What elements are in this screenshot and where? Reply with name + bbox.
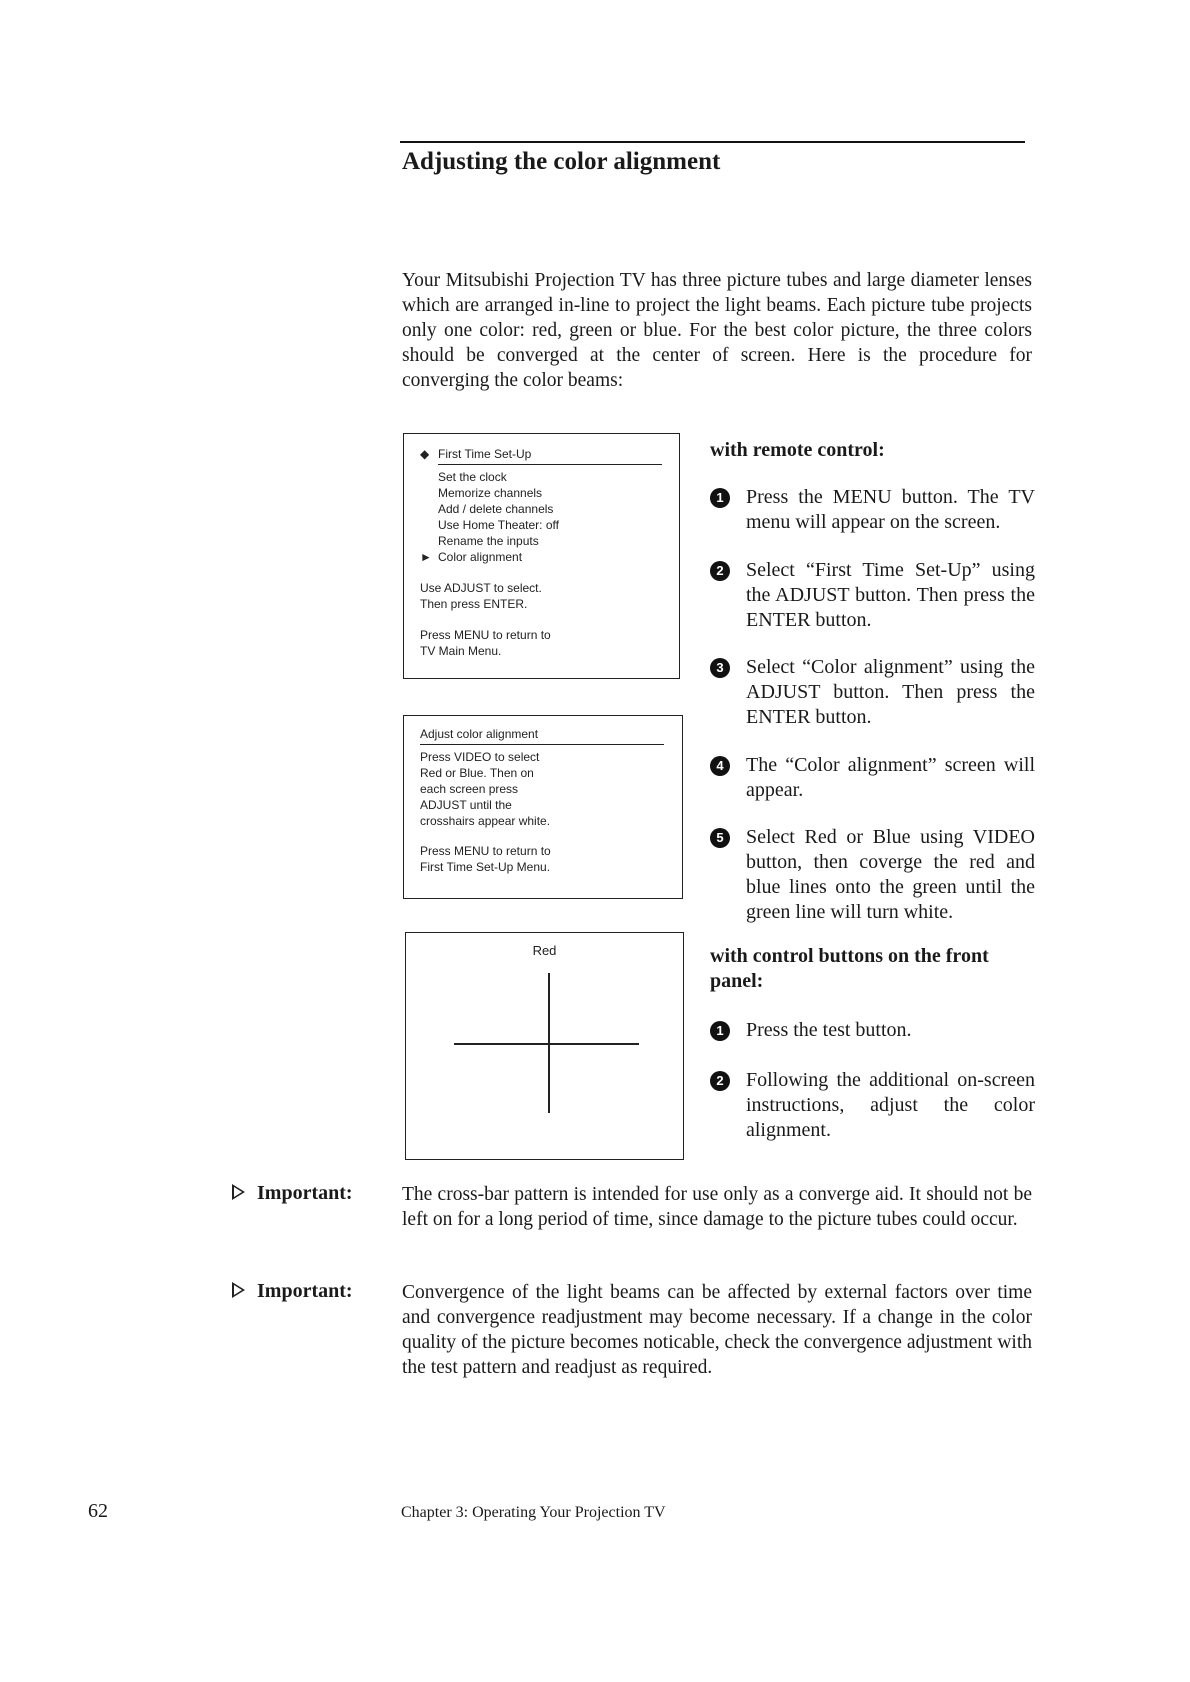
diamond-icon: ◆ xyxy=(420,447,430,461)
page-number: 62 xyxy=(88,1500,108,1522)
remote-step xyxy=(710,655,1035,730)
menu-footer-line: Press MENU to return to xyxy=(420,844,551,858)
remote-step xyxy=(710,485,1035,535)
step-text: Select “Color alignment” using the ADJUST button. Then press the ENTER button. xyxy=(746,656,1035,728)
step-number-icon: 2 xyxy=(710,1071,730,1091)
menu-line: crosshairs appear white. xyxy=(420,814,551,828)
menu-title: First Time Set-Up xyxy=(438,447,532,461)
important-note: Convergence of the light beams can be affected by external factors over time and convergence readjustment may become necessary. If a change in the color quality of the picture becomes noticable, check the convergence adjustment with the test pattern and readjust as required. xyxy=(402,1282,1032,1378)
step-text: Select “First Time Set-Up” using the ADJUST button. Then press the ENTER button. xyxy=(746,559,1035,631)
step-text: Following the additional on-screen instructions, adjust the color alignment. xyxy=(746,1069,1035,1141)
step-text: Select Red or Blue using VIDEO button, then coverge the red and blue lines onto the green until the green line will turn white. xyxy=(746,826,1035,923)
color-alignment-menu xyxy=(403,715,683,899)
panel-heading: with control buttons on the front panel: xyxy=(710,945,989,992)
crosshair-horizontal-line xyxy=(454,1043,639,1045)
header-rule xyxy=(400,141,1025,143)
important-note: The cross-bar pattern is intended for use only as a converge aid. It should not be left on for a long period of time, since damage to the picture tubes could occur. xyxy=(402,1184,1032,1230)
menu-instruction: Then press ENTER. xyxy=(420,597,528,611)
step-number-icon: 2 xyxy=(710,561,730,581)
remote-step xyxy=(710,753,1035,803)
menu-line: ADJUST until the xyxy=(420,798,512,812)
menu-item: Memorize channels xyxy=(438,486,543,500)
crosshair-color-label: Red xyxy=(532,943,557,958)
chapter-footer: Chapter 3: Operating Your Projection TV xyxy=(401,1504,666,1521)
menu-title: Adjust color alignment xyxy=(420,727,539,741)
menu-item-selected: Color alignment xyxy=(438,550,523,564)
first-time-setup-menu xyxy=(403,433,680,679)
step-number-icon: 5 xyxy=(710,828,730,848)
page-title: Adjusting the color alignment xyxy=(402,148,721,175)
caution-triangle-icon xyxy=(232,1184,245,1200)
menu-footer-line: TV Main Menu. xyxy=(420,644,502,658)
remote-heading: with remote control: xyxy=(710,439,885,461)
panel-step xyxy=(710,1068,1035,1143)
pointer-arrow-icon: ► xyxy=(420,550,432,564)
remote-step xyxy=(710,558,1035,633)
step-number-icon: 4 xyxy=(710,756,730,776)
important-label: Important: xyxy=(232,1182,353,1205)
menu-item: Add / delete channels xyxy=(438,502,554,516)
menu-footer-line: Press MENU to return to xyxy=(420,628,551,642)
menu-divider xyxy=(438,464,662,465)
step-number-icon: 3 xyxy=(710,658,730,678)
caution-triangle-icon xyxy=(232,1282,245,1298)
step-text: Press the test button. xyxy=(746,1019,912,1041)
menu-footer-line: First Time Set-Up Menu. xyxy=(420,860,551,874)
step-number-icon: 1 xyxy=(710,1021,730,1041)
menu-instruction: Use ADJUST to select. xyxy=(420,581,542,595)
menu-line: Red or Blue. Then on xyxy=(420,766,534,780)
intro-paragraph: Your Mitsubishi Projection TV has three picture tubes and large diameter lenses which are arranged in-line to project the light beams. Each picture tube projects only one color: red, green or blue. For the best color picture, the three colors should be converged at the center of screen. Here is the procedure for converging the color beams: xyxy=(402,270,1032,391)
menu-item: Set the clock xyxy=(438,470,507,484)
menu-item: Rename the inputs xyxy=(438,534,539,548)
remote-step xyxy=(710,825,1035,925)
menu-item: Use Home Theater: off xyxy=(438,518,559,532)
menu-divider xyxy=(420,744,664,745)
crosshair-screen xyxy=(405,932,684,1160)
menu-line: Press VIDEO to select xyxy=(420,750,540,764)
panel-step xyxy=(710,1018,1035,1043)
step-text: The “Color alignment” screen will appear. xyxy=(746,754,1035,801)
menu-line: each screen press xyxy=(420,782,519,796)
step-text: Press the MENU button. The TV menu will appear on the screen. xyxy=(746,486,1035,533)
step-number-icon: 1 xyxy=(710,488,730,508)
important-label: Important: xyxy=(232,1280,353,1303)
